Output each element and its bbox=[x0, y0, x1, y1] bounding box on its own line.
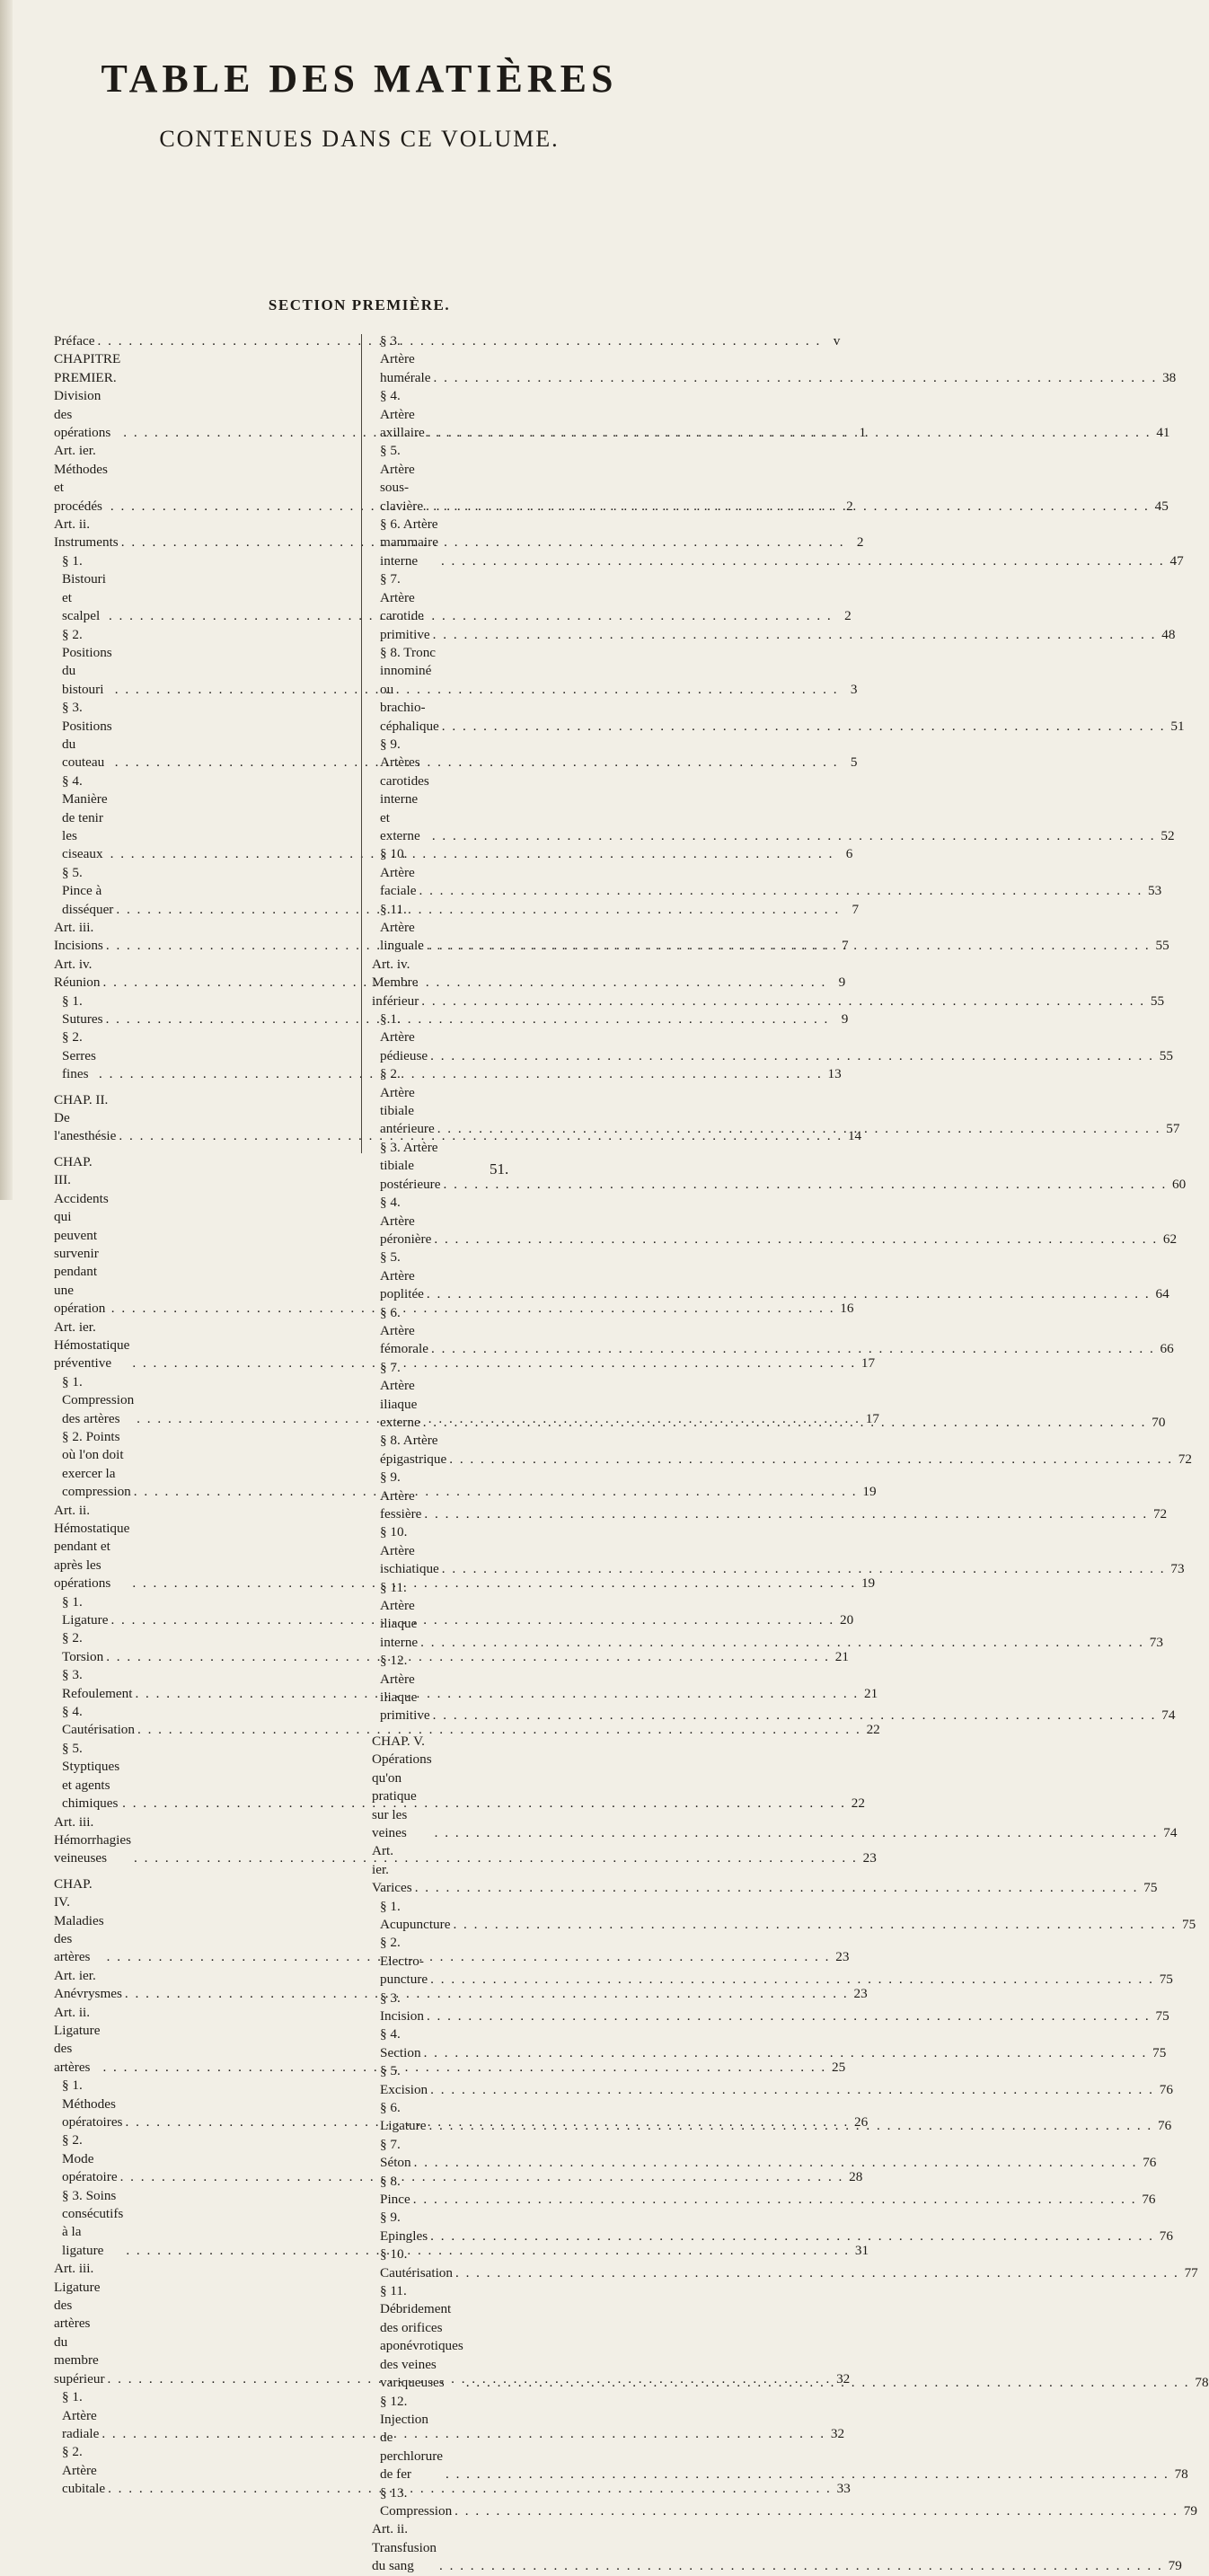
toc-entry-page: 9 bbox=[841, 1011, 849, 1028]
toc-entry bbox=[372, 736, 1175, 845]
leader-dots bbox=[442, 718, 1166, 736]
toc-entry-title: Art. ier. Anévrysmes bbox=[54, 1967, 122, 2002]
toc-entry-title: § 5. Pince à disséquer bbox=[62, 864, 114, 917]
leader-dots bbox=[428, 2117, 1152, 2135]
toc-entry-title: § 3. Positions du couteau bbox=[62, 700, 112, 771]
toc-entry-page: 76 bbox=[1143, 2155, 1157, 2171]
toc-entry bbox=[54, 1629, 849, 1666]
toc-entry-page: 74 bbox=[1163, 1824, 1178, 1840]
toc-entry-title: § 11. Débridement des orifices aponévrotiques des veines variqueuses bbox=[380, 2283, 463, 2391]
toc-entry-page: 2 bbox=[846, 498, 853, 514]
toc-entry-page: 22 bbox=[866, 1722, 880, 1738]
leader-dots bbox=[435, 1824, 1159, 1842]
toc-entry-title: § 4. Manière de tenir les ciseaux bbox=[62, 772, 108, 862]
toc-entry-title: § 7. Artère carotide primitive bbox=[380, 571, 430, 642]
toc-entry-page: 75 bbox=[1155, 2007, 1169, 2024]
toc-entry bbox=[372, 2025, 1167, 2062]
leader-dots bbox=[434, 369, 1158, 387]
leader-dots bbox=[449, 1451, 1173, 1469]
toc-entry-page: 52 bbox=[1160, 827, 1175, 843]
toc-entry-page: 75 bbox=[1152, 2044, 1167, 2060]
toc-entry-title: § 6. Artère mammaire interne bbox=[380, 516, 438, 569]
toc-entry-title: § 1. Sutures bbox=[62, 992, 103, 1028]
toc-entry-page: 75 bbox=[1159, 1972, 1173, 1988]
toc-entry-page: 33 bbox=[836, 2481, 851, 2497]
toc-entry-title: Art. ii. Transfusion du sang bbox=[372, 2521, 437, 2574]
toc-entry-page: 78 bbox=[1195, 2375, 1209, 2391]
toc-entry bbox=[372, 442, 1169, 516]
toc-entry bbox=[372, 1898, 1196, 1935]
leader-dots bbox=[414, 2154, 1138, 2172]
toc-entry-title: § 5. Artère sous-clavière bbox=[380, 443, 424, 514]
toc-entry-page: 19 bbox=[860, 1575, 876, 1592]
leader-dots bbox=[453, 1916, 1177, 1934]
leader-dots bbox=[432, 827, 1156, 845]
toc-entry bbox=[372, 332, 1177, 387]
toc-entry-page: 2 bbox=[844, 608, 852, 624]
leader-dots bbox=[454, 2502, 1178, 2520]
toc-entry-page: 14 bbox=[847, 1128, 862, 1144]
toc-entry-page: 55 bbox=[1159, 1047, 1173, 1063]
toc-entry-title: § 9. Artères carotides interne et externe bbox=[380, 736, 429, 843]
toc-entry-page: 79 bbox=[1168, 2558, 1182, 2574]
toc-entry-title: § 1. Artère radiale bbox=[62, 2389, 100, 2441]
toc-entry-title: CHAP. III. Accidents qui peuvent survenir pendant une opération bbox=[54, 1153, 109, 1317]
toc-entry-title: § 2. Points où l'on doit exercer la compression bbox=[62, 1428, 131, 1500]
toc-entry-page: 76 bbox=[1159, 2081, 1173, 2097]
toc-entry-title: § 1. Artère pédieuse bbox=[380, 1011, 428, 1063]
toc-entry-page: 25 bbox=[832, 2059, 846, 2075]
leader-dots bbox=[424, 1505, 1148, 1523]
toc-entry-title: § 1. Compression des artères bbox=[62, 1373, 135, 1426]
section-heading: SECTION PREMIÈRE. bbox=[268, 296, 451, 313]
leader-dots bbox=[419, 882, 1143, 900]
toc-entry bbox=[54, 699, 858, 772]
leader-dots bbox=[426, 498, 1150, 516]
toc-entry-page: 20 bbox=[840, 1612, 854, 1628]
leader-dots bbox=[443, 1176, 1167, 1194]
toc-entry-title: § 6. Artère fémorale bbox=[380, 1304, 428, 1357]
toc-entry-page: 23 bbox=[835, 1949, 850, 1965]
toc-entry-title: § 10. Artère faciale bbox=[380, 846, 417, 899]
toc-entry-page: 75 bbox=[1143, 1880, 1158, 1896]
toc-entry-page: 13 bbox=[827, 1066, 842, 1082]
toc-entry bbox=[54, 332, 841, 350]
toc-entry-title: Art. iv. Membre inférieur bbox=[372, 956, 419, 1009]
leader-dots bbox=[433, 1707, 1157, 1725]
toc-entry bbox=[372, 956, 1165, 1010]
leader-dots bbox=[427, 2007, 1151, 2025]
toc-entry-title: Art. ier. Hémostatique préventive bbox=[54, 1319, 130, 1372]
toc-entry bbox=[372, 845, 1162, 900]
toc-entry-title: § 8. Tronc innominé ou brachio-céphalique bbox=[380, 644, 439, 734]
toc-entry bbox=[372, 1010, 1173, 1065]
leader-dots bbox=[441, 552, 1165, 570]
toc-entry-title: § 3. Incision bbox=[380, 1989, 424, 2024]
toc-entry-title: § 8. Artère épigastrique bbox=[380, 1433, 447, 1467]
toc-entry-page: 6 bbox=[845, 846, 853, 862]
toc-entry-title: § 1. Méthodes opératoires bbox=[62, 2078, 123, 2130]
toc-entry-page: 66 bbox=[1160, 1341, 1174, 1357]
toc-entry-page: 51 bbox=[1170, 718, 1185, 734]
toc-entry-page: 78 bbox=[1174, 2466, 1188, 2483]
toc-entry bbox=[372, 901, 1169, 956]
toc-entry-page: 2 bbox=[856, 534, 864, 551]
toc-entry-title: § 8. Pince bbox=[380, 2173, 410, 2208]
leader-dots bbox=[430, 1047, 1154, 1065]
leader-dots bbox=[430, 1971, 1154, 1989]
toc-entry-title: § 6. Ligature bbox=[380, 2100, 427, 2134]
toc-entry-page: 72 bbox=[1178, 1451, 1192, 1467]
toc-entry-page: 48 bbox=[1161, 626, 1176, 642]
toc-entry bbox=[54, 1813, 877, 1868]
leader-dots bbox=[446, 2466, 1169, 2483]
toc-entry-title: Art. iv. Réunion bbox=[54, 956, 101, 991]
leader-dots bbox=[423, 1414, 1147, 1432]
toc-entry-page: 16 bbox=[840, 1301, 854, 1317]
leader-dots bbox=[430, 2081, 1154, 2099]
toc-entry-title: § 13. Compression bbox=[380, 2484, 453, 2519]
toc-entry-page: 73 bbox=[1170, 1561, 1185, 1577]
toc-entry-page: 76 bbox=[1158, 2118, 1172, 2134]
toc-entry-title: CHAP. V. Opérations qu'on pratique sur les veines bbox=[372, 1733, 432, 1840]
toc-entry-page: 55 bbox=[1150, 992, 1165, 1009]
toc-entry-page: 38 bbox=[1162, 369, 1177, 385]
page-binding-edge bbox=[0, 0, 13, 1200]
toc-entry-title: Art. ii. Hémostatique pendant et après les opérations bbox=[54, 1502, 130, 1592]
toc-entry-page: 79 bbox=[1183, 2502, 1197, 2519]
toc-entry-title: Art. ii. Ligature des artères bbox=[54, 2004, 101, 2075]
toc-entry-title: § 4. Artère péronière bbox=[380, 1195, 432, 1247]
toc-entry-page: 60 bbox=[1172, 1176, 1187, 1192]
toc-entry-page: 17 bbox=[865, 1410, 879, 1426]
page-subtitle: CONTENUES DANS CE VOLUME. bbox=[159, 126, 560, 152]
toc-entry bbox=[54, 992, 849, 1029]
toc-entry-page: 21 bbox=[834, 1648, 849, 1664]
leader-dots bbox=[424, 2044, 1148, 2062]
toc-entry-title: § 10. Artère ischiatique bbox=[380, 1524, 439, 1577]
toc-entry-title: § 11. Artère iliaque interne bbox=[380, 1579, 419, 1650]
toc-entry-title: § 4. Section bbox=[380, 2026, 421, 2060]
toc-entry-page: 62 bbox=[1162, 1231, 1178, 1247]
toc-entry-page: 23 bbox=[862, 1850, 877, 1866]
toc-entry-title: § 4. Artère axillaire bbox=[380, 388, 425, 441]
leader-dots bbox=[466, 2374, 1190, 2392]
toc-entry-page: 21 bbox=[864, 1685, 878, 1701]
toc-entry-title: Art. ii. Instruments bbox=[54, 516, 119, 551]
toc-entry-page: 32 bbox=[830, 2425, 845, 2441]
toc-entry bbox=[372, 1194, 1178, 1248]
toc-entry-title: § 2. Positions du bistouri bbox=[62, 626, 112, 697]
toc-entry-title: § 11. Artère linguale bbox=[380, 901, 424, 954]
toc-entry-title: § 4. Cautérisation bbox=[62, 1704, 135, 1738]
toc-entry-title: § 9. Artère fessière bbox=[380, 1469, 422, 1522]
toc-entry-page: 31 bbox=[854, 2242, 869, 2258]
leader-dots bbox=[442, 1560, 1166, 1578]
toc-entry-page: 9 bbox=[838, 975, 846, 991]
toc-entry-title: § 12. Artère iliaque primitive bbox=[380, 1653, 430, 1724]
toc-entry-page: 17 bbox=[860, 1355, 876, 1372]
leader-dots bbox=[415, 1879, 1139, 1897]
column-divider bbox=[361, 334, 362, 1153]
toc-entry-page: 57 bbox=[1166, 1121, 1180, 1137]
toc-entry-title: § 1. Ligature bbox=[62, 1593, 109, 1628]
toc-entry-title: § 1. Bistouri et scalpel bbox=[62, 552, 106, 624]
toc-entry-title: Art. iii. Hémorrhagies veineuses bbox=[54, 1813, 132, 1866]
toc-entry-title: Art. iii. Ligature des artères du membre supérieur bbox=[54, 2261, 105, 2386]
toc-entry-page: 64 bbox=[1155, 1286, 1169, 1302]
leader-dots bbox=[413, 2191, 1137, 2209]
toc-entry-page: 76 bbox=[1142, 2192, 1156, 2208]
toc-entry-title: Préface bbox=[54, 333, 95, 348]
toc-entry bbox=[54, 2443, 851, 2498]
leader-dots bbox=[430, 2228, 1154, 2245]
toc-entry bbox=[54, 1703, 880, 1740]
leader-dots bbox=[434, 1231, 1158, 1248]
toc-entry-title: § 5. Excision bbox=[380, 2063, 428, 2097]
toc-entry-title: § 9. Epingles bbox=[380, 2210, 428, 2244]
leader-dots bbox=[437, 1120, 1161, 1138]
toc-entry-page: 75 bbox=[1182, 1916, 1196, 1932]
toc-entry-title: § 2. Torsion bbox=[62, 1630, 104, 1664]
toc-entry-title: CHAP. IV. Maladies des artères bbox=[54, 1875, 104, 1965]
toc-entry-page: 55 bbox=[1155, 938, 1169, 954]
leader-dots bbox=[421, 992, 1145, 1010]
toc-entry-page: 45 bbox=[1154, 498, 1169, 514]
toc-entry-title: Art. iii. Incisions bbox=[54, 920, 103, 954]
toc-entry bbox=[372, 2520, 1182, 2575]
toc-entry-page: 23 bbox=[853, 1986, 868, 2002]
page-title: TABLE DES MATIÈRES bbox=[101, 57, 618, 101]
toc-entry-title: § 3. Artère tibiale postérieure bbox=[380, 1139, 441, 1192]
toc-entry-page: 70 bbox=[1152, 1414, 1166, 1430]
toc-entry-title: § 12. Injection de perchlorure de fer bbox=[380, 2393, 443, 2483]
toc-entry-page: 76 bbox=[1159, 2228, 1173, 2244]
toc-entry-page: 73 bbox=[1149, 1634, 1163, 1650]
toc-entry bbox=[372, 2209, 1173, 2245]
toc-entry-page: 53 bbox=[1148, 883, 1162, 899]
toc-entry-title: § 1. Acupuncture bbox=[380, 1898, 451, 1932]
toc-entry-title: § 2. Electro-puncture bbox=[380, 1935, 428, 1988]
toc-entry-title: § 3. Soins consécutifs à la ligature bbox=[62, 2187, 124, 2258]
toc-entry-page: 5 bbox=[850, 754, 858, 771]
toc-entry bbox=[372, 644, 1185, 736]
toc-entry bbox=[54, 1967, 868, 2004]
toc-entry bbox=[372, 1248, 1169, 1303]
toc-entry-page: 7 bbox=[852, 901, 860, 917]
toc-entry-page: 3 bbox=[850, 681, 858, 697]
toc-entry-page: 72 bbox=[1152, 1506, 1168, 1522]
toc-entry-title: § 10. Cautérisation bbox=[380, 2246, 453, 2280]
toc-entry-page: v bbox=[833, 333, 841, 348]
toc-entry bbox=[372, 1139, 1187, 1194]
toc-entry-page: 26 bbox=[854, 2114, 869, 2130]
toc-entry-title: § 5. Artère poplitée bbox=[380, 1249, 424, 1302]
toc-entry-title: § 7. Séton bbox=[380, 2136, 411, 2171]
toc-entry-page: 28 bbox=[849, 2169, 863, 2185]
leader-dots bbox=[431, 1340, 1155, 1358]
toc-entry-page: 77 bbox=[1184, 2264, 1198, 2280]
toc-entry-title: § 7. Artère iliaque externe bbox=[380, 1359, 420, 1430]
toc-entry-title: § 2. Artère tibiale antérieure bbox=[380, 1066, 435, 1137]
leader-dots bbox=[420, 1634, 1144, 1652]
toc-entry-title: Art. ier. Méthodes et procédés bbox=[54, 443, 108, 514]
toc-entry-title: CHAP. II. De l'anesthésie bbox=[54, 1091, 117, 1144]
toc-entry bbox=[372, 2136, 1157, 2173]
leader-dots bbox=[427, 1285, 1151, 1303]
leader-dots bbox=[433, 626, 1157, 644]
toc-entry-title: § 5. Styptiques et agents chimiques bbox=[62, 1740, 120, 1812]
toc-entry bbox=[372, 387, 1170, 442]
toc-entry-title: § 2. Serres fines bbox=[62, 1029, 96, 1082]
toc-entry-page: 7 bbox=[842, 938, 849, 954]
toc-entry-title: § 3. Artère humérale bbox=[380, 333, 431, 385]
leader-dots bbox=[439, 2557, 1163, 2575]
signature-mark: 51. bbox=[490, 1160, 509, 1178]
toc-entry-page: 47 bbox=[1169, 552, 1184, 569]
toc-entry-page: 19 bbox=[862, 1484, 877, 1500]
toc-entry bbox=[372, 1523, 1185, 1578]
toc-entry-page: 1 bbox=[859, 425, 867, 441]
leader-dots bbox=[427, 937, 1151, 955]
toc-entry bbox=[372, 516, 1184, 570]
toc-entry bbox=[372, 570, 1176, 644]
toc-entry-page: 22 bbox=[851, 1795, 865, 1812]
toc-entry-page: 32 bbox=[836, 2370, 851, 2386]
toc-entry-title: § 3. Refoulement bbox=[62, 1667, 133, 1701]
toc-entry-page: 74 bbox=[1161, 1707, 1176, 1724]
toc-entry-title: § 2. Artère cubitale bbox=[62, 2444, 106, 2497]
toc-entry bbox=[372, 1432, 1192, 1469]
toc-entry-title: Art. ier. Varices bbox=[372, 1843, 412, 1896]
leader-dots bbox=[428, 424, 1152, 442]
toc-entry-title: CHAPITRE PREMIER. Division des opérations bbox=[54, 351, 121, 441]
toc-entry-page: 41 bbox=[1156, 425, 1170, 441]
leader-dots bbox=[455, 2264, 1179, 2282]
toc-entry-title: § 2. Mode opératoire bbox=[62, 2132, 118, 2185]
